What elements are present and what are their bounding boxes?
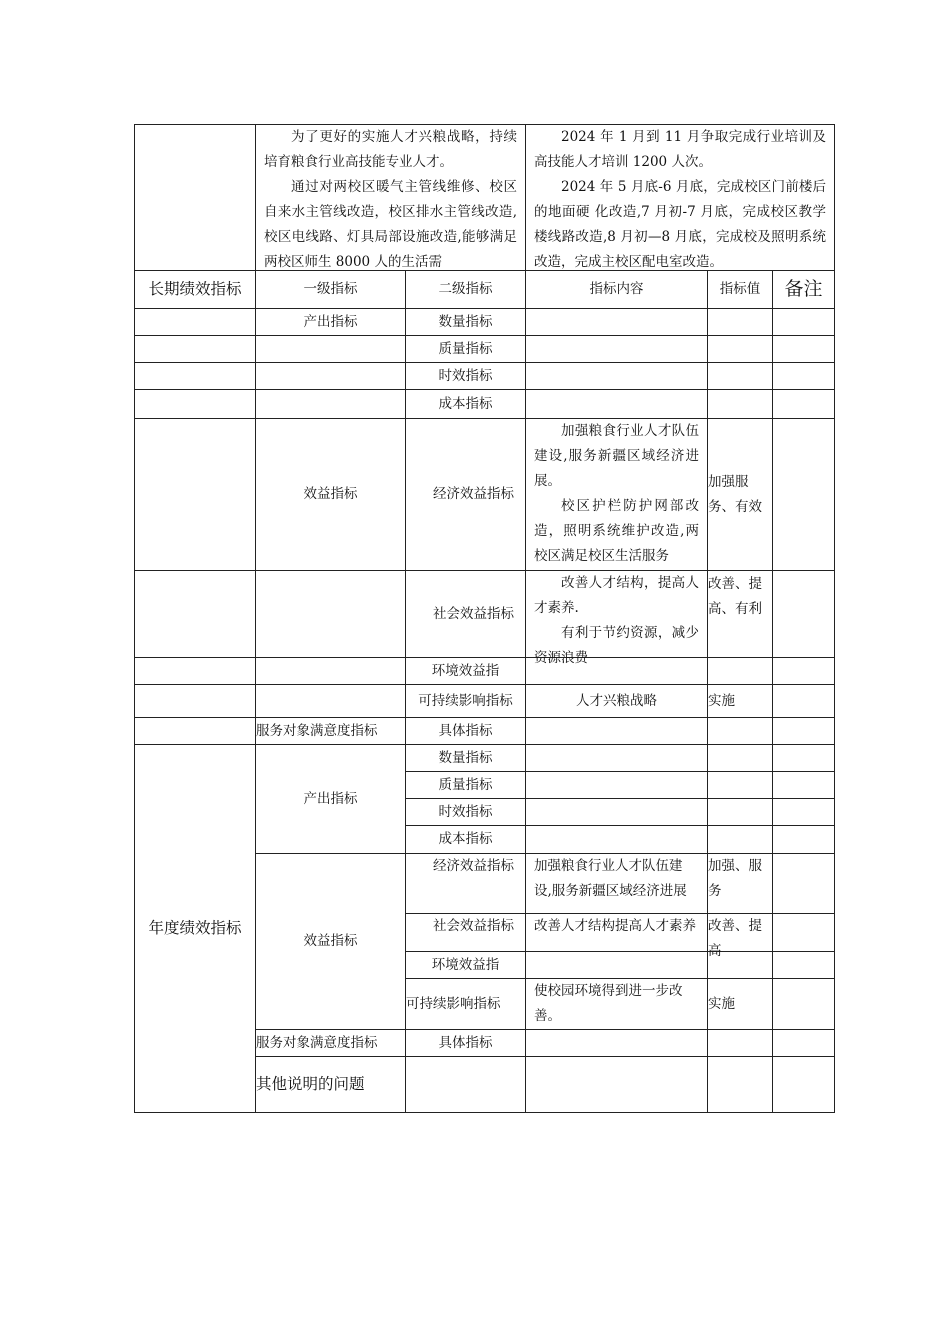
- performance-indicator-table: [134, 124, 835, 1113]
- header-level1: 一级指标: [256, 271, 406, 309]
- goal-left-para-2: 通过对两校区暖气主管线维修、校区自来水主管线改造，校区排水主管线改造,校区电线路、灯具局部设施改造,能够满足两校区师生 8000 人的生活需: [264, 179, 517, 270]
- table-row: [135, 745, 835, 772]
- lt-output-quantity: 数量指标: [406, 309, 526, 336]
- header-content: 指标内容: [526, 271, 708, 309]
- an-output-quality: 质量指标: [406, 772, 526, 799]
- header-remark: 备注: [773, 271, 835, 309]
- an-output-label: 产出指标: [256, 745, 406, 854]
- an-satisfaction-sub: 具体指标: [406, 1030, 526, 1057]
- an-economic-label: 经济效益指标: [433, 858, 514, 874]
- lt-sustainable-label: 可持续影响指标: [406, 685, 526, 718]
- goal-left-para-1: 为了更好的实施人才兴粮战略，持续培育粮食行业高技能专业人才。: [264, 129, 517, 170]
- table-row: [135, 718, 835, 745]
- an-social-content: 改善人才结构提高人才素养: [534, 918, 696, 934]
- lt-sustainable-content: 人才兴粮战略: [526, 685, 708, 718]
- table-row: [135, 685, 835, 718]
- goal-right-cell: [526, 125, 835, 271]
- an-economic-content: 加强粮食行业人才队伍建设,服务新疆区域经济进展: [534, 858, 687, 899]
- long-term-title: 长期绩效指标: [135, 271, 256, 309]
- other-label: 其他说明的问题: [256, 1057, 406, 1113]
- lt-economic-value: 加强服务、有效: [708, 419, 773, 571]
- lt-benefit-label: 效益指标: [256, 419, 406, 571]
- an-sustainable-value: 实施: [708, 979, 773, 1030]
- lt-economic-label: 经济效益指标: [433, 486, 514, 502]
- table-row: [135, 363, 835, 390]
- table-row: [135, 658, 835, 685]
- an-output-cost: 成本指标: [406, 826, 526, 854]
- goal-right-para-2: 2024 年 5 月底-6 月底，完成校区门前楼后的地面硬 化改造,7 月初-7 月底，完成校区教学楼线路改造,8 月初—8 月底，完成校及照明系统改造，完成主校区配电室改造。: [534, 179, 827, 270]
- table-row: [135, 571, 835, 658]
- an-economic-value: 加强、服务: [708, 858, 762, 899]
- table-row: [135, 390, 835, 419]
- header-value: 指标值: [708, 271, 773, 309]
- goal-row-label-cell: [135, 125, 256, 271]
- an-output-timeliness: 时效指标: [406, 799, 526, 826]
- lt-social-content-1: 改善人才结构，提高人才素养.: [534, 575, 699, 616]
- header-level2: 二级指标: [406, 271, 526, 309]
- table-row: [135, 419, 835, 571]
- goal-left-cell: [256, 125, 526, 271]
- lt-social-label: 社会效益指标: [433, 605, 514, 622]
- lt-sustainable-value: 实施: [708, 685, 773, 718]
- header-row: [135, 271, 835, 309]
- an-benefit-label: 效益指标: [256, 854, 406, 1030]
- an-sustainable-label: 可持续影响指标: [406, 995, 501, 1012]
- lt-satisfaction-sub: 具体指标: [406, 718, 526, 745]
- lt-output-quality: 质量指标: [406, 336, 526, 363]
- lt-satisfaction-label: 服务对象满意度指标: [256, 718, 406, 745]
- annual-title: 年度绩效指标: [135, 745, 256, 1113]
- lt-social-value: 改善、提高、有利: [708, 576, 762, 617]
- goal-right-para-1: 2024 年 1 月到 11 月争取完成行业培训及高技能人才培训 1200 人次。: [534, 129, 827, 170]
- an-environment-label: 环境效益指: [406, 952, 526, 979]
- an-sustainable-content: 使校园环境得到进一步改善。: [534, 983, 683, 1024]
- an-satisfaction-label: 服务对象满意度指标: [256, 1030, 406, 1057]
- lt-economic-content-1: 加强粮食行业人才队伍建设,服务新疆区域经济进展。: [534, 423, 699, 489]
- lt-output-timeliness: 时效指标: [406, 363, 526, 390]
- table-row: [135, 336, 835, 363]
- lt-social-content-2: 有利于节约资源，减少资源浪费: [534, 625, 699, 666]
- lt-output-label: 产出指标: [256, 309, 406, 336]
- lt-economic-content-2: 校区护栏防护网部改造，照明系统维护改造,两校区满足校区生活服务: [534, 498, 699, 564]
- lt-output-cost: 成本指标: [406, 390, 526, 419]
- table-row: [135, 309, 835, 336]
- an-social-label: 社会效益指标: [433, 918, 514, 934]
- an-social-value: 改善、提高: [708, 918, 762, 959]
- an-output-quantity: 数量指标: [406, 745, 526, 772]
- goal-row: [135, 125, 835, 271]
- lt-environment-label: 环境效益指: [406, 658, 526, 685]
